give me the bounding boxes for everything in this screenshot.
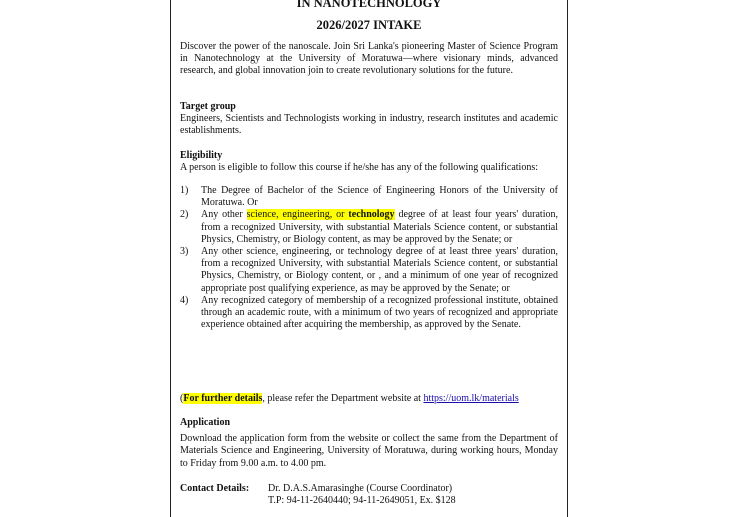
contact-coordinator: Dr. D.A.S.Amarasinghe (Course Coordinator) — [268, 483, 453, 494]
eligibility-section — [180, 150, 558, 174]
target-group-heading: Target group — [180, 101, 236, 112]
list-item-number: 2) — [180, 209, 189, 221]
list-item-number: 3) — [180, 246, 189, 258]
details-highlight: For further details — [183, 393, 263, 404]
contact-phone: T.P: 94-11-2640440; 94-11-2649051, Ex. $128 — [268, 495, 456, 507]
list-item-number: 1) — [180, 185, 189, 196]
list-item-text-post: degree of at least four years' duration, from a recognized University, with substantial Materials Science content, or substantial Physics, Chemistry, or Biology content, as may be approved by the Senate; or — [201, 209, 558, 245]
highlighted-bold-text: technology — [348, 209, 395, 221]
list-item-text: The Degree of Bachelor of the Science of Engineering Honors of the University of Moratuwa. Or — [201, 185, 558, 209]
list-item-number: 4) — [180, 294, 189, 306]
target-group-section — [180, 101, 558, 138]
intro-paragraph: Discover the power of the nanoscale. Join Sri Lanka's pioneering Master of Science Program in Nanotechnology at the University of Moratuwa—where visionary minds, advanced research, and global innovation join to create revolutionary solutions for the future. — [180, 41, 558, 77]
details-text: , please refer the Department website at — [262, 393, 424, 404]
highlighted-text: science, engineering, or — [246, 209, 349, 221]
eligibility-lead: A person is eligible to follow this course if he/she has any of the following qualifications: — [180, 162, 538, 174]
list-item — [180, 209, 558, 246]
eligibility-heading: Eligibility — [180, 150, 223, 161]
target-group-text: Engineers, Scientists and Technologists working in industry, research institutes and academic establishments. — [180, 113, 558, 137]
department-website-link[interactable]: https://uom.lk/materials — [423, 393, 519, 404]
list-item — [180, 185, 558, 209]
eligibility-list — [180, 185, 558, 331]
title-line-2: 2026/2027 INTAKE — [316, 18, 422, 32]
contact-label: Contact Details: — [180, 483, 250, 494]
list-item — [180, 295, 558, 332]
application-text: Download the application form from the website or collect the same from the Department of Materials Science and Engineering, University of Moratuwa, during working hours, Monday to Friday from 9.00 a.m. to 4.00 pm. — [180, 433, 558, 469]
list-item-text — [201, 209, 558, 246]
title-line-1: IN NANOTECHNOLOGY — [296, 0, 442, 10]
further-details — [180, 393, 558, 405]
list-item-text: Any recognized category of membership of a recognized professional institute, obtained through an academic route, with a minimum of two years of recognized and appropriate experience obtained after acquiring the membership, as approved by the Senate. — [201, 294, 558, 331]
list-item — [180, 246, 558, 295]
application-heading: Application — [180, 417, 231, 428]
list-item-text-pre: Any other — [201, 209, 247, 221]
list-item-text: Any other science, engineering, or technology degree of at least three years' duration, from a recognized University, with substantial Materials Science content, or substantial Physics, Chemistry, or Biology content, or , and a minimum of one year of recognized appropriate post qualifying experience, as may be approved by the Senate; or — [201, 246, 558, 294]
details-paren: ( — [180, 393, 184, 404]
contact-section — [180, 483, 558, 507]
application-section — [180, 417, 558, 470]
